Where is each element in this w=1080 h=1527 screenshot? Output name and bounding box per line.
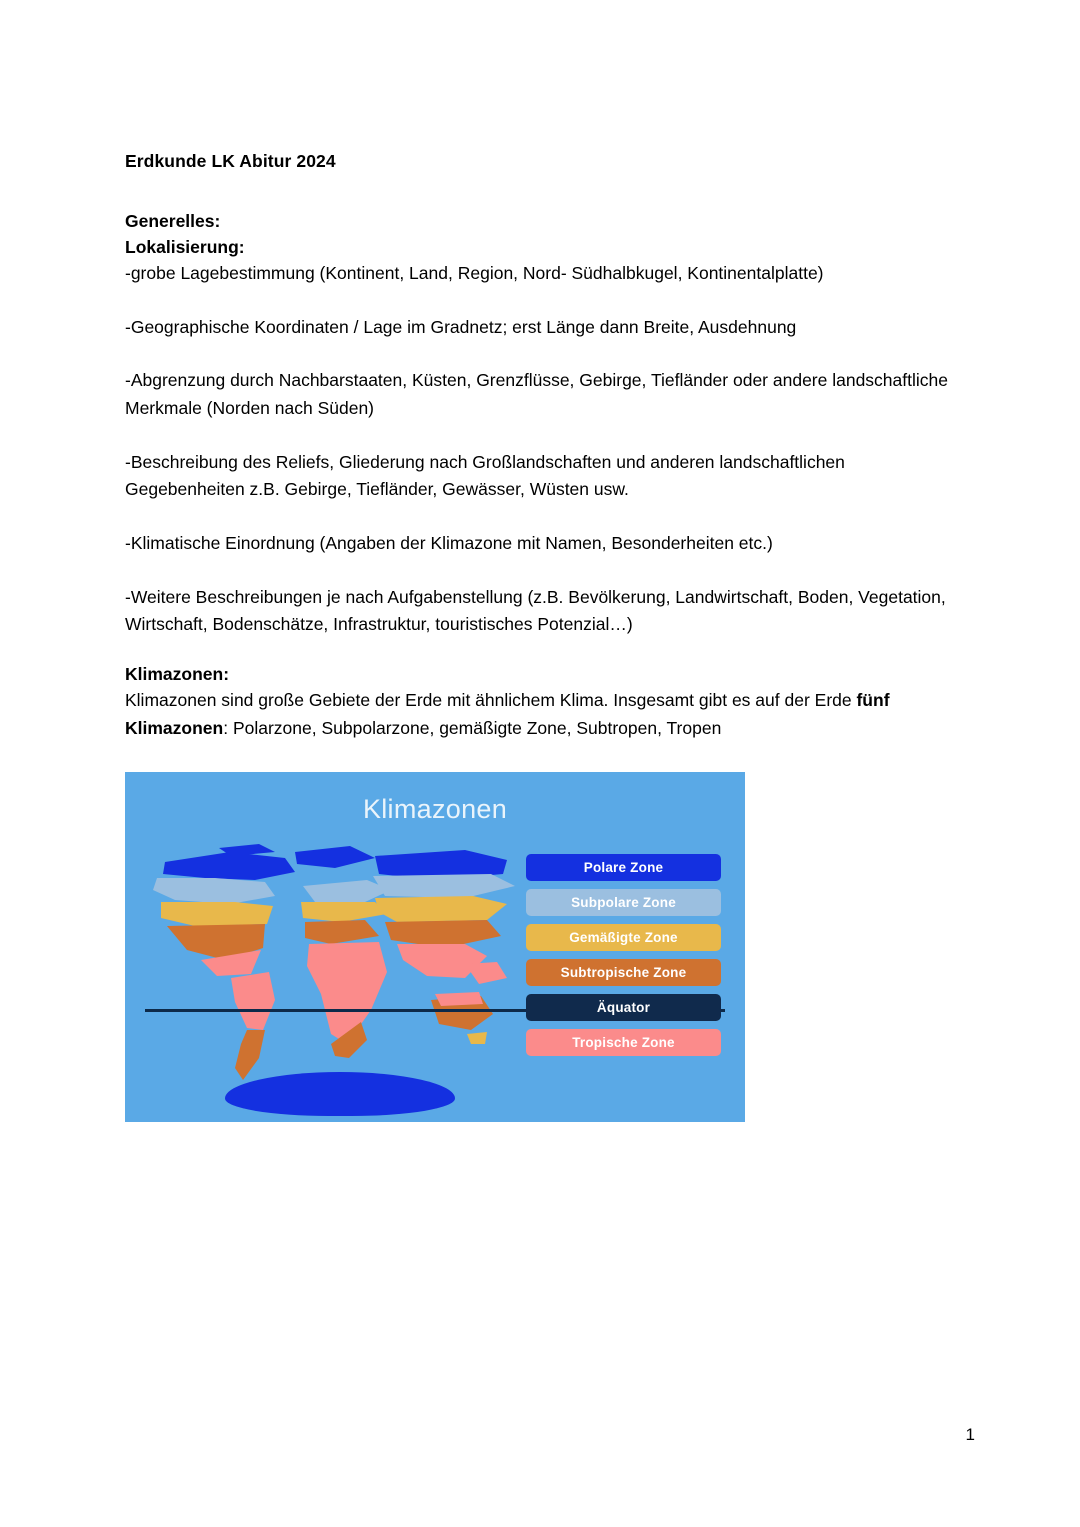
legend-item-aequator (526, 994, 721, 1021)
legend-label: Äquator (596, 1000, 651, 1016)
paragraph-koordinaten: -Geographische Koordinaten / Lage im Gradnetz; erst Länge dann Breite, Ausdehnung (125, 316, 797, 337)
paragraph-relief: -Beschreibung des Reliefs, Gliederung nach Großlandschaften und anderen landschaftlichen Gegebenheiten z.B. Gebirge, Tiefländer, Gewässer, Wüsten usw. (125, 451, 845, 500)
paragraph-weitere-beschreibungen: -Weitere Beschreibungen je nach Aufgabenstellung (z.B. Bevölkerung, Landwirtschaft, Boden, Vegetation, Wirtschaft, Bodenschätze, Infrastruktur, touristisches Potenzial…) (125, 586, 946, 635)
legend-label: Gemäßigte Zone (569, 930, 678, 946)
paragraph-klimazonen (125, 687, 955, 742)
legend-item-subpolare-zone (526, 889, 721, 916)
legend-label: Tropische Zone (572, 1035, 675, 1051)
paragraph-klimatische-einordnung: -Klimatische Einordnung (Angaben der Klimazone mit Namen, Besonderheiten etc.) (125, 532, 773, 553)
legend-item-subtropische-zone (526, 959, 721, 986)
klimazonen-text-1: Klimazonen sind große Gebiete der Erde mit ähnlichem Klima. Insgesamt gibt es auf der Erde (125, 690, 857, 711)
section-heading-generelles: Generelles: (125, 210, 221, 231)
antarctica-shape (225, 1072, 455, 1116)
legend-item-polare-zone (526, 854, 721, 881)
map-south-america (231, 972, 275, 1080)
legend-item-gemaessigte-zone (526, 924, 721, 951)
document-content (125, 150, 955, 1122)
legend-label: Subtropische Zone (560, 965, 687, 981)
figure-title: Klimazonen (362, 794, 508, 825)
legend-label: Polare Zone (583, 860, 664, 876)
section-heading-lokalisierung: Lokalisierung: (125, 236, 245, 257)
map-australia (431, 992, 493, 1044)
klimazonen-figure (125, 772, 745, 1122)
section-heading-klimazonen: Klimazonen: (125, 663, 230, 684)
legend-label: Subpolare Zone (571, 895, 676, 911)
paragraph-abgrenzung: -Abgrenzung durch Nachbarstaaten, Küsten, Grenzflüsse, Gebirge, Tiefländer oder andere landschaftliche Merkmale (Norden nach Süden) (125, 370, 948, 419)
klimazonen-bold: fünf Klimazonen (125, 690, 890, 738)
map-asia (373, 850, 515, 984)
paragraph-lagebestimmung: -grobe Lagebestimmung (Kontinent, Land, Region, Nord- Südhalbkugel, Kontinentalplatte) (125, 263, 824, 284)
figure-legend (526, 854, 721, 1064)
klimazonen-text-2: : Polarzone, Subpolarzone, gemäßigte Zone, Subtropen, Tropen (223, 717, 722, 738)
legend-item-tropische-zone (526, 1029, 721, 1056)
page-title: Erdkunde LK Abitur 2024 (125, 151, 336, 171)
page-number: 1 (965, 1425, 975, 1444)
